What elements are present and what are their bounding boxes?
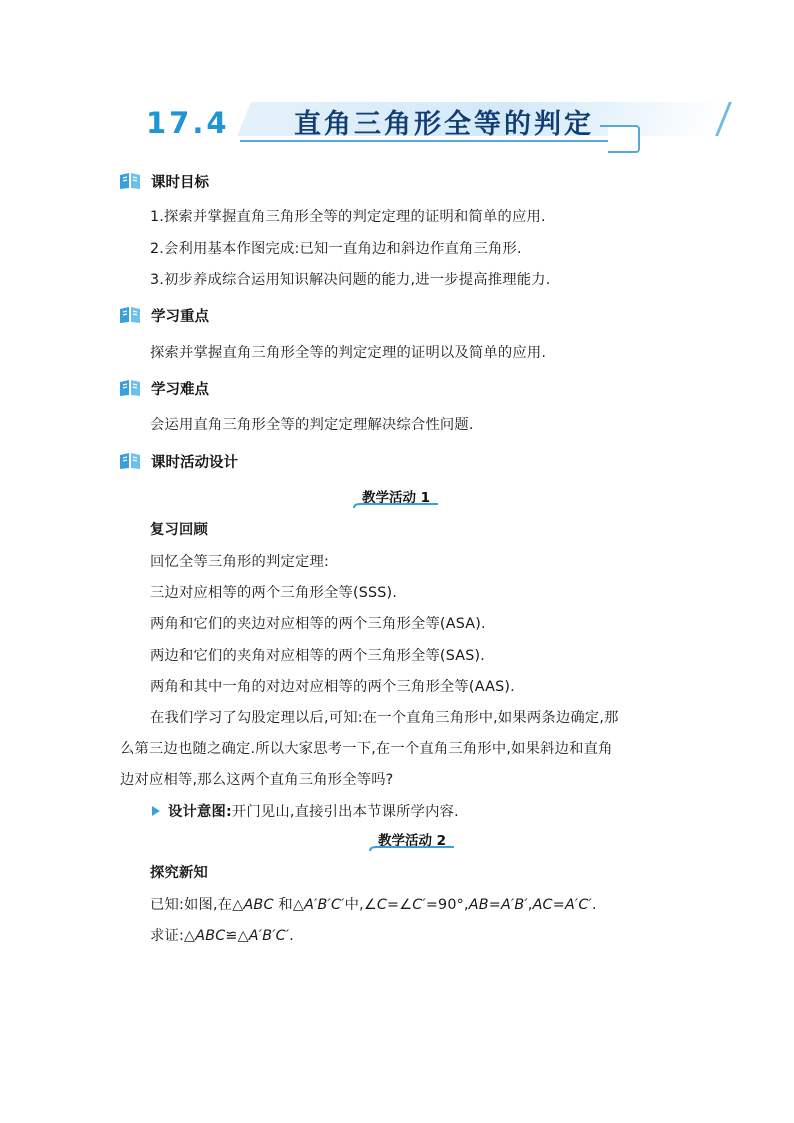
badge-underline — [352, 500, 440, 510]
given-mid2: 中,∠ — [344, 897, 377, 913]
prove-end: . — [289, 928, 295, 944]
given-ac: AC — [532, 897, 553, 913]
difficulties-text: 会运用直角三角形全等的判定定理解决综合性问题. — [150, 417, 474, 433]
header-tab — [608, 125, 640, 153]
goal-item-3: 3.初步养成综合运用知识解决问题的能力,进一步提高推理能力. — [150, 272, 551, 288]
given-prefix: 已知:如图,在△ — [150, 897, 244, 913]
review-line-5: 两角和其中一角的对边对应相等的两个三角形全等(AAS). — [150, 679, 515, 695]
book-icon — [119, 306, 141, 324]
prove-tri2: A′B′C′ — [248, 928, 290, 944]
given-eq1: =∠ — [387, 897, 413, 913]
activity-1-subtitle: 复习回顾 — [150, 522, 208, 538]
given-comma: , — [527, 897, 533, 913]
given-tri2: A′B′C′ — [304, 897, 345, 913]
design-intent — [168, 801, 459, 821]
prove-prefix: 求证:△ — [150, 928, 196, 944]
review-line-4: 两边和它们的夹角对应相等的两个三角形全等(SAS). — [150, 648, 486, 664]
given-ab: AB — [468, 897, 489, 913]
given-eq4: = — [552, 897, 565, 913]
given-mid: 和△ — [273, 897, 305, 913]
book-icon — [119, 452, 141, 470]
prove-cong: ≌△ — [225, 928, 249, 944]
activity-2-label: 教学活动 2 — [377, 833, 447, 849]
section-heading: 课时目标 — [151, 175, 209, 191]
review-line-2: 三边对应相等的两个三角形全等(SSS). — [150, 585, 398, 601]
given-statement — [150, 894, 597, 914]
given-c1: C — [376, 897, 388, 913]
paragraph-line-3: 边对应相等,那么这两个直角三角形全等吗? — [120, 772, 394, 788]
book-icon — [119, 379, 141, 397]
section-heading: 学习难点 — [151, 382, 209, 398]
prove-tri1: ABC — [195, 928, 226, 944]
activity-1-label: 教学活动 1 — [361, 490, 431, 506]
page-title: 直角三角形全等的判定 — [294, 109, 594, 140]
given-ac2: A′C′ — [564, 897, 592, 913]
badge-underline — [368, 843, 456, 853]
activity-2-badge — [368, 829, 456, 855]
given-tri1: ABC — [243, 897, 274, 913]
given-eq3: = — [488, 897, 501, 913]
design-intent-label: 设计意图: — [168, 804, 232, 820]
section-number: 17.4 — [146, 106, 230, 140]
activity-1-badge — [352, 486, 440, 512]
goal-item-1: 1.探索并掌握直角三角形全等的判定定理的证明和简单的应用. — [150, 209, 546, 225]
goal-item-2: 2.会利用基本作图完成:已知一直角边和斜边作直角三角形. — [150, 241, 522, 257]
design-intent-text: 开门见山,直接引出本节课所学内容. — [231, 804, 459, 820]
given-end: . — [592, 897, 597, 913]
lesson-header — [118, 96, 638, 156]
review-line-1: 回忆全等三角形的判定定理: — [150, 554, 329, 570]
given-ab2: A′B′ — [500, 897, 528, 913]
book-icon — [119, 172, 141, 190]
prove-statement — [150, 925, 294, 945]
given-c2: C′ — [412, 897, 426, 913]
section-heading: 学习重点 — [151, 309, 209, 325]
play-arrow-icon — [152, 806, 160, 816]
paragraph-line-2: 么第三边也随之确定.所以大家思考一下,在一个直角三角形中,如果斜边和直角 — [120, 741, 613, 757]
given-eq2: =90°, — [425, 897, 469, 913]
review-line-3: 两角和它们的夹边对应相等的两个三角形全等(ASA). — [150, 616, 486, 632]
paragraph-line-1: 在我们学习了勾股定理以后,可知:在一个直角三角形中,如果两条边确定,那 — [150, 710, 619, 726]
activity-2-subtitle: 探究新知 — [150, 865, 208, 881]
key-points-text: 探索并掌握直角三角形全等的判定定理的证明以及简单的应用. — [150, 345, 547, 361]
section-heading: 课时活动设计 — [151, 455, 238, 471]
